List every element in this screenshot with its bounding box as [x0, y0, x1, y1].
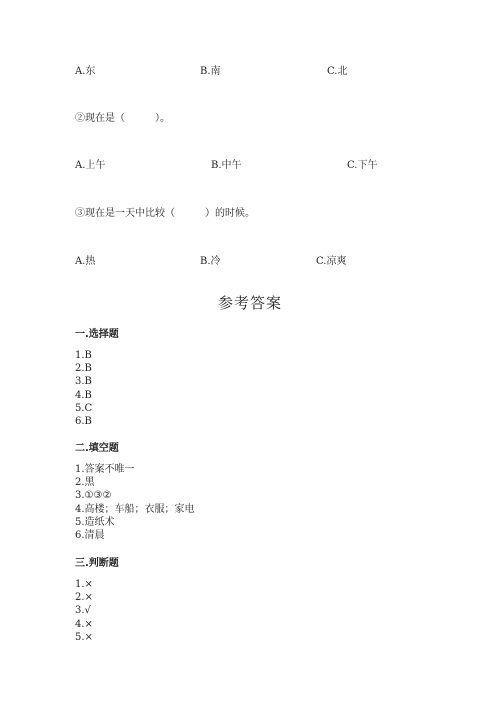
q2-option-b: B.中午 — [211, 160, 242, 171]
q2-prompt: ②现在是（ ）。 — [75, 113, 170, 124]
list-item: 3.√ — [75, 605, 91, 617]
section-heading-judge: 三.判断题 — [75, 558, 119, 569]
list-item: 4.× — [75, 618, 93, 630]
q1-option-b: B.南 — [200, 66, 221, 77]
list-item: 4.B — [75, 389, 92, 401]
q1-option-a: A.东 — [75, 66, 96, 77]
list-item: 3.B — [75, 376, 92, 388]
section-heading-fill: 二.填空题 — [75, 443, 119, 454]
answer-list-judge — [75, 578, 93, 644]
list-item: 4.高楼；车船；衣服；家电 — [75, 503, 195, 515]
q3-prompt: ③现在是一天中比较（ ）的时候。 — [75, 208, 255, 219]
q1-option-c: C.北 — [327, 66, 348, 77]
q2-option-c: C.下午 — [347, 160, 378, 171]
q3-option-a: A.热 — [75, 256, 96, 267]
list-item: 2.黑 — [75, 477, 95, 489]
list-item: 6.清晨 — [75, 529, 105, 541]
q3-option-c: C.凉爽 — [316, 256, 347, 267]
list-item: 2.× — [75, 592, 93, 604]
q2-option-a: A.上午 — [75, 160, 106, 171]
list-item: 6.B — [75, 415, 92, 427]
answer-list-fill — [75, 463, 195, 542]
q3-option-b: B.冷 — [200, 256, 221, 267]
list-item: 1.× — [75, 579, 93, 590]
list-item: 3.①③② — [75, 490, 112, 502]
list-item: 5.C — [75, 402, 93, 414]
list-item: 5.× — [75, 631, 93, 643]
list-item: 5.造纸术 — [75, 516, 115, 528]
section-heading-choice: 一.选择题 — [75, 329, 119, 340]
answer-list-choice — [75, 349, 92, 428]
list-item: 2.B — [75, 363, 92, 375]
list-item: 1.答案不唯一 — [75, 464, 135, 475]
list-item: 1.B — [75, 350, 92, 361]
answer-key-title: 参考答案 — [217, 294, 282, 312]
